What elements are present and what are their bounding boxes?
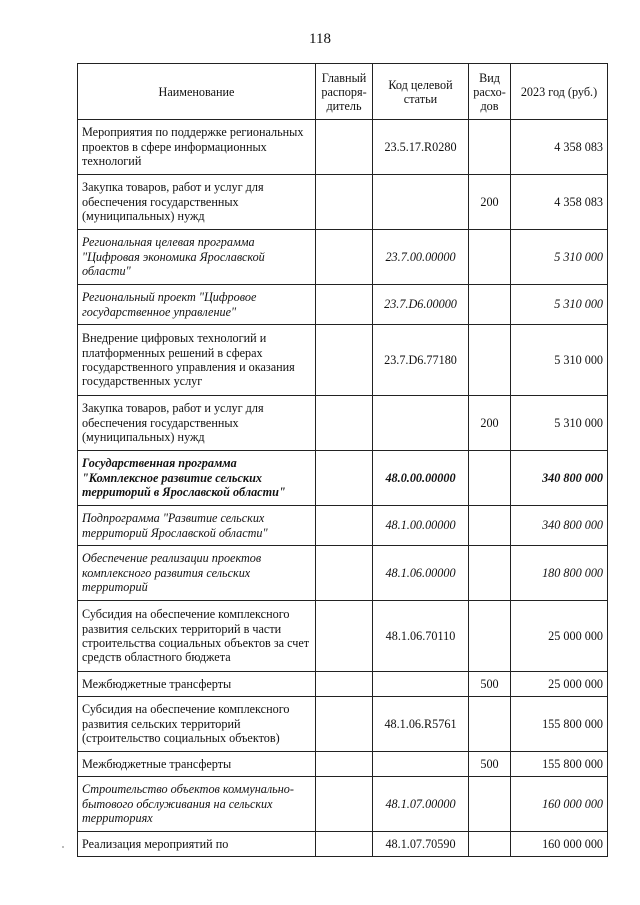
table-row xyxy=(78,325,608,396)
row-amount: 180 800 000 xyxy=(511,546,608,601)
row-code: 48.1.07.70590 xyxy=(373,832,469,857)
row-manager xyxy=(316,697,373,752)
row-expense-type xyxy=(469,546,511,601)
row-amount: 160 000 000 xyxy=(511,832,608,857)
header-name: Наименование xyxy=(78,64,316,120)
row-manager xyxy=(316,777,373,832)
row-manager xyxy=(316,325,373,396)
row-expense-type xyxy=(469,697,511,752)
row-amount: 4 358 083 xyxy=(511,175,608,230)
row-name: Обеспечение реализации проектов комплексного развития сельских территорий xyxy=(78,546,316,601)
row-manager xyxy=(316,230,373,285)
header-year: 2023 год (руб.) xyxy=(511,64,608,120)
table-row xyxy=(78,175,608,230)
row-amount: 340 800 000 xyxy=(511,451,608,506)
table-row xyxy=(78,285,608,325)
row-amount: 340 800 000 xyxy=(511,506,608,546)
table-row xyxy=(78,120,608,175)
table-row xyxy=(78,832,608,857)
row-amount: 155 800 000 xyxy=(511,697,608,752)
row-manager xyxy=(316,396,373,451)
table-row xyxy=(78,396,608,451)
row-expense-type xyxy=(469,230,511,285)
row-expense-type xyxy=(469,506,511,546)
row-amount: 5 310 000 xyxy=(511,396,608,451)
table-row xyxy=(78,451,608,506)
row-name: Региональная целевая программа "Цифровая экономика Ярославской области" xyxy=(78,230,316,285)
row-name: Внедрение цифровых технологий и платформенных решений в сферах государственного управления и оказания государственных услуг xyxy=(78,325,316,396)
row-name: Региональный проект "Цифровое государственное управление" xyxy=(78,285,316,325)
row-amount: 5 310 000 xyxy=(511,285,608,325)
row-name: Подпрограмма "Развитие сельских территорий Ярославской области" xyxy=(78,506,316,546)
row-expense-type xyxy=(469,325,511,396)
row-code: 48.1.06.00000 xyxy=(373,546,469,601)
row-expense-type xyxy=(469,777,511,832)
header-code: Код целевой статьи xyxy=(373,64,469,120)
row-manager xyxy=(316,451,373,506)
budget-table xyxy=(77,63,608,857)
page-number: 118 xyxy=(309,31,331,47)
scan-speck xyxy=(62,846,64,848)
header-manager: Главный распоря-дитель xyxy=(316,64,373,120)
row-expense-type xyxy=(469,285,511,325)
row-name: Мероприятия по поддержке региональных проектов в сфере информационных технологий xyxy=(78,120,316,175)
row-name: Строительство объектов коммунально-бытового обслуживания на сельских территориях xyxy=(78,777,316,832)
table-row xyxy=(78,601,608,672)
row-code: 23.7.D6.00000 xyxy=(373,285,469,325)
table-row xyxy=(78,777,608,832)
row-amount: 5 310 000 xyxy=(511,230,608,285)
table-row xyxy=(78,546,608,601)
row-manager xyxy=(316,120,373,175)
row-manager xyxy=(316,752,373,777)
row-expense-type xyxy=(469,832,511,857)
row-code xyxy=(373,672,469,697)
row-code: 48.1.00.00000 xyxy=(373,506,469,546)
table-body xyxy=(78,120,608,857)
row-amount: 25 000 000 xyxy=(511,672,608,697)
row-code: 23.7.D6.77180 xyxy=(373,325,469,396)
row-manager xyxy=(316,546,373,601)
row-code: 23.5.17.R0280 xyxy=(373,120,469,175)
row-expense-type xyxy=(469,601,511,672)
row-manager xyxy=(316,506,373,546)
row-expense-type: 200 xyxy=(469,396,511,451)
row-amount: 5 310 000 xyxy=(511,325,608,396)
table-row xyxy=(78,230,608,285)
row-manager xyxy=(316,672,373,697)
row-name: Реализация мероприятий по xyxy=(78,832,316,857)
row-amount: 160 000 000 xyxy=(511,777,608,832)
row-expense-type xyxy=(469,120,511,175)
row-expense-type xyxy=(469,451,511,506)
row-name: Субсидия на обеспечение комплексного развития сельских территорий в части строительства социальных объектов за счет средств областного бюджета xyxy=(78,601,316,672)
table-row xyxy=(78,697,608,752)
row-amount: 4 358 083 xyxy=(511,120,608,175)
row-name: Межбюджетные трансферты xyxy=(78,752,316,777)
row-name: Межбюджетные трансферты xyxy=(78,672,316,697)
row-amount: 155 800 000 xyxy=(511,752,608,777)
row-expense-type: 500 xyxy=(469,672,511,697)
table-header-row xyxy=(78,64,608,120)
row-code xyxy=(373,396,469,451)
header-expense-type: Вид расхо-дов xyxy=(469,64,511,120)
row-manager xyxy=(316,175,373,230)
row-manager xyxy=(316,832,373,857)
row-code xyxy=(373,175,469,230)
row-code: 48.1.07.00000 xyxy=(373,777,469,832)
row-name: Субсидия на обеспечение комплексного развития сельских территорий (строительство социальных объектов) xyxy=(78,697,316,752)
row-name: Государственная программа "Комплексное развитие сельских территорий в Ярославской области" xyxy=(78,451,316,506)
table-row xyxy=(78,506,608,546)
row-code: 23.7.00.00000 xyxy=(373,230,469,285)
row-code xyxy=(373,752,469,777)
row-amount: 25 000 000 xyxy=(511,601,608,672)
row-expense-type: 500 xyxy=(469,752,511,777)
row-code: 48.1.06.R5761 xyxy=(373,697,469,752)
table-row xyxy=(78,752,608,777)
row-name: Закупка товаров, работ и услуг для обеспечения государственных (муниципальных) нужд xyxy=(78,175,316,230)
row-manager xyxy=(316,601,373,672)
row-code: 48.1.06.70110 xyxy=(373,601,469,672)
row-name: Закупка товаров, работ и услуг для обеспечения государственных (муниципальных) нужд xyxy=(78,396,316,451)
row-manager xyxy=(316,285,373,325)
table-row xyxy=(78,672,608,697)
row-expense-type: 200 xyxy=(469,175,511,230)
row-code: 48.0.00.00000 xyxy=(373,451,469,506)
